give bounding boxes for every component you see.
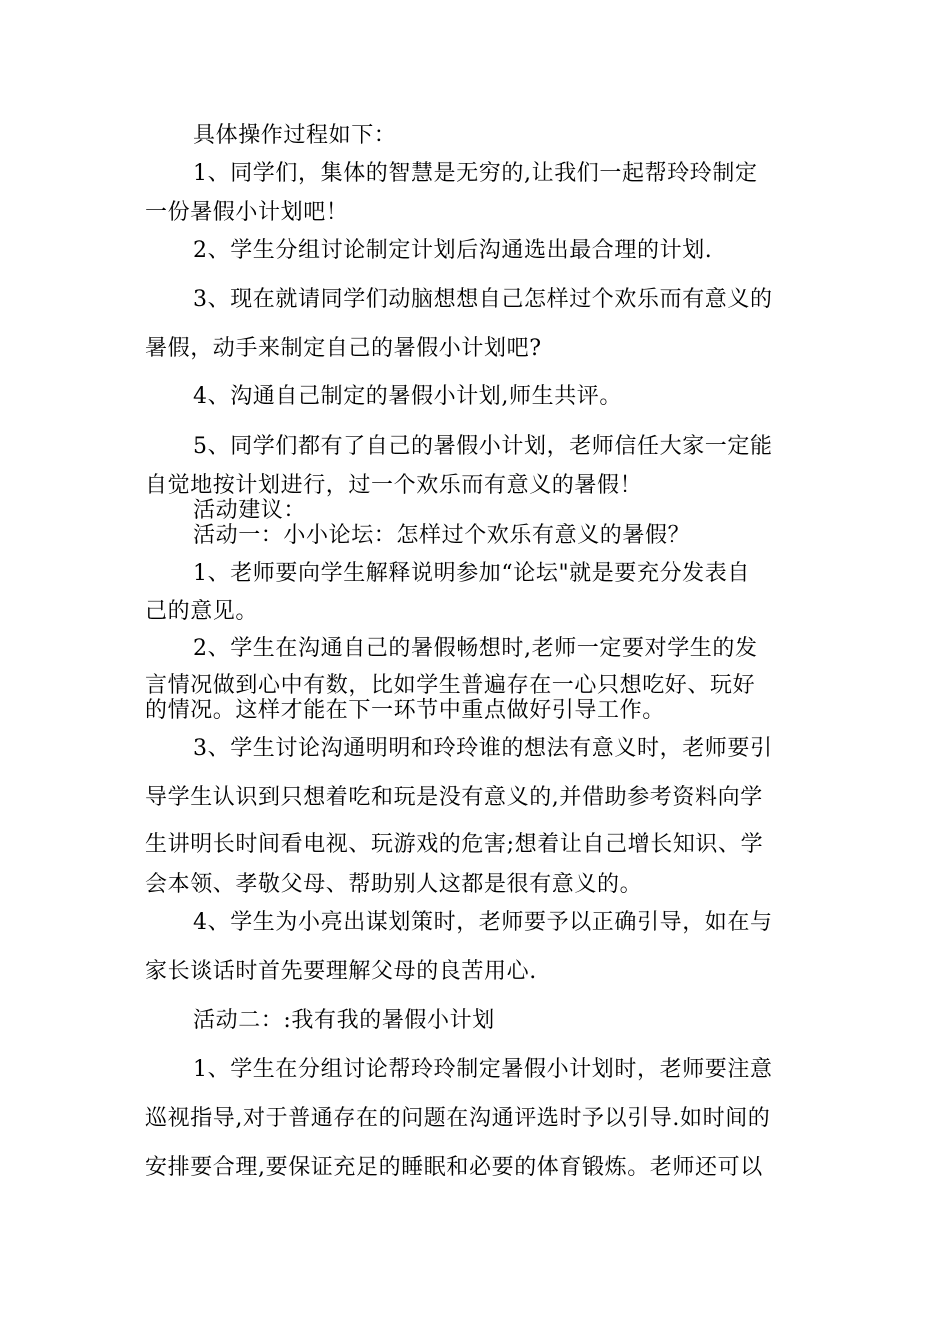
text-line: 生讲明长时间看电视、玩游戏的危害;想着让自己增长知识、学 xyxy=(145,832,764,857)
text-line: 暑假，动手来制定自己的暑假小计划吧? xyxy=(145,336,542,361)
text-line: 1、同学们，集体的智慧是无穷的,让我们一起帮玲玲制定 xyxy=(193,161,758,186)
text-line: 3、学生讨论沟通明明和玲玲谁的想法有意义时，老师要引 xyxy=(193,736,773,761)
text-line: 自觉地按计划进行，过一个欢乐而有意义的暑假！ xyxy=(145,473,643,498)
text-line: 活动二：:我有我的暑假小计划 xyxy=(193,1008,495,1033)
text-line: 安排要合理,要保证充足的睡眠和必要的体育锻炼。老师还可以 xyxy=(145,1155,763,1180)
text-line: 的情况。这样才能在下一环节中重点做好引导工作。 xyxy=(145,698,665,723)
text-line: 己的意见。 xyxy=(145,599,259,624)
text-line: 会本领、孝敬父母、帮助别人这都是很有意义的。 xyxy=(145,872,643,897)
text-line: 导学生认识到只想着吃和玩是没有意义的,并借助参考资料向学 xyxy=(145,785,763,810)
text-line: 1、老师要向学生解释说明参加“论坛"就是要充分发表自 xyxy=(193,561,750,586)
text-line: 2、学生分组讨论制定计划后沟通选出最合理的计划. xyxy=(193,238,713,263)
text-line: 5、同学们都有了自己的暑假小计划，老师信任大家一定能 xyxy=(193,434,773,459)
text-line: 2、学生在沟通自己的暑假畅想时,老师一定要对学生的发 xyxy=(193,636,758,661)
text-line: 巡视指导,对于普通存在的问题在沟通评选时予以引导.如时间的 xyxy=(145,1106,771,1131)
text-line: 言情况做到心中有数，比如学生普遍存在一心只想吃好、玩好 xyxy=(145,673,756,698)
text-line: 3、现在就请同学们动脑想想自己怎样过个欢乐而有意义的 xyxy=(193,287,773,312)
text-line: 具体操作过程如下： xyxy=(193,123,397,148)
text-line: 家长谈话时首先要理解父母的良苦用心. xyxy=(145,959,537,984)
text-line: 活动建议： xyxy=(193,498,307,523)
text-line: 4、学生为小亮出谋划策时，老师要予以正确引导，如在与 xyxy=(193,910,773,935)
text-line: 一份暑假小计划吧！ xyxy=(145,200,349,225)
text-line: 1、学生在分组讨论帮玲玲制定暑假小计划时，老师要注意 xyxy=(193,1057,773,1082)
text-line: 活动一：小小论坛：怎样过个欢乐有意义的暑假？ xyxy=(193,523,691,548)
text-line: 4、沟通自己制定的暑假小计划,师生共评。 xyxy=(193,384,622,409)
